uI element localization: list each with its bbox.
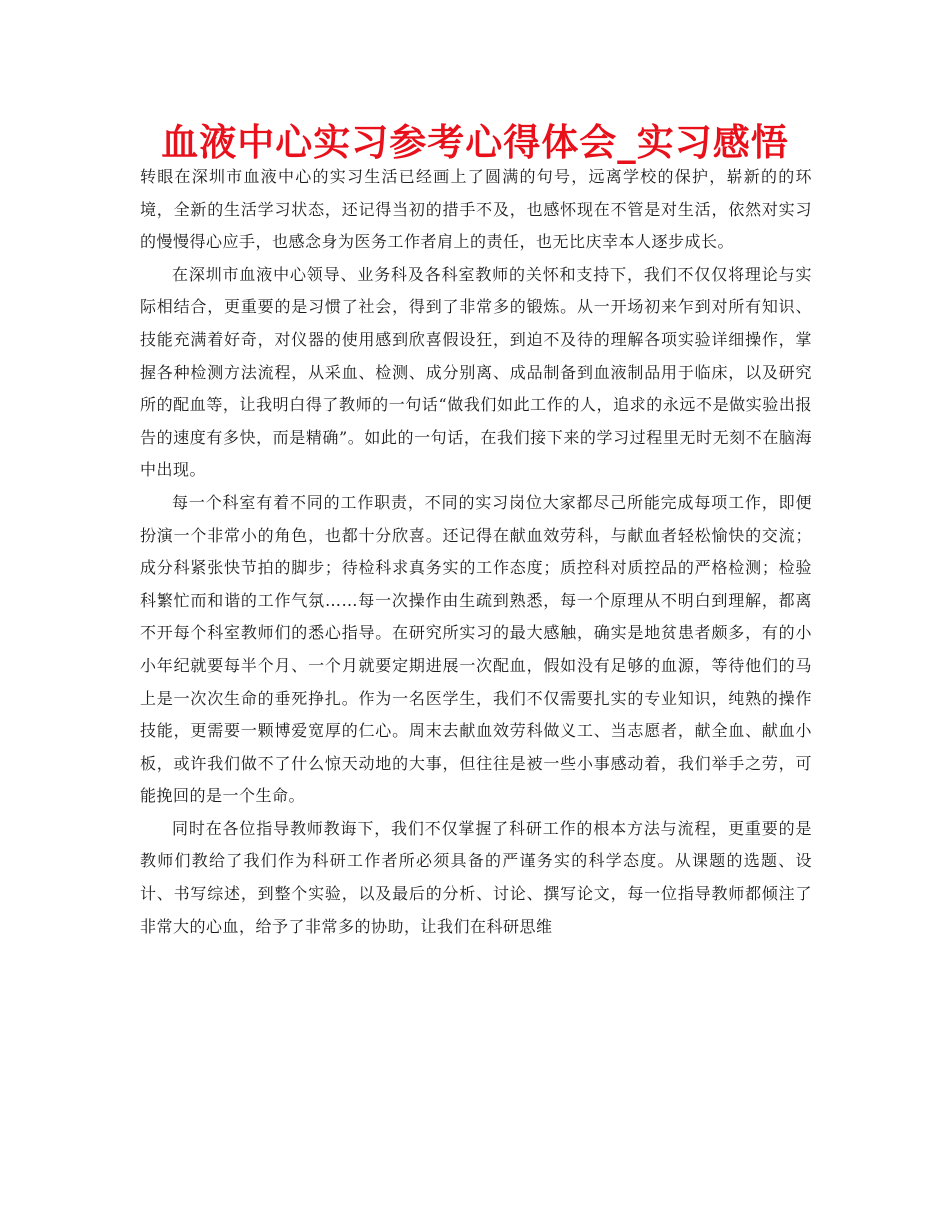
paragraph-3: 每一个科室有着不同的工作职责，不同的实习岗位大家都尽己所能完成每项工作，即便扮演一个非常小的角色，也都十分欣喜。还记得在献血效劳科，与献血者轻松愉快的交流；成分科紧张快节拍的脚步；待检科求真务实的工作态度；质控科对质控品的严格检测；检验科繁忙而和谐的工作气氛……每一次操作由生疏到熟悉，每一个原理从不明白到理解，都离不开每个科室教师们的悉心指导。在研究所实习的最大感触，确实是地贫患者颇多，有的小小年纪就要每半个月、一个月就要定期进展一次配血，假如没有足够的血源，等待他们的马上是一次次生命的垂死挣扎。作为一名医学生，我们不仅需要扎实的专业知识，纯熟的操作技能，更需要一颗博爱宽厚的仁心。周末去献血效劳科做义工、当志愿者，献全血、献血小板，或许我们做不了什么惊天动地的大事，但往往是被一些小事感动着，我们举手之劳，可能挽回的是一个生命。 xyxy=(140,492,812,806)
document-body xyxy=(140,161,812,943)
document-title: 血液中心实习参考心得体会_实习感悟 xyxy=(161,121,789,164)
paragraph-2: 在深圳市血液中心领导、业务科及各科室教师的关怀和支持下，我们不仅仅将理论与实际相结合，更重要的是习惯了社会，得到了非常多的锻炼。从一开场初来乍到对所有知识、技能充满着好奇，对仪器的使用感到欣喜假设狂，到迫不及待的理解各项实验详细操作，掌握各种检测方法流程，从采血、检测、成分别离、成品制备到血液制品用于临床，以及研究所的配血等，让我明白得了教师的一句话“做我们如此工作的人，追求的永远不是做实验出报告的速度有多快，而是精确”。如此的一句话，在我们接下来的学习过程里无时无刻不在脑海中出现。 xyxy=(140,264,812,480)
paragraph-1: 转眼在深圳市血液中心的实习生活已经画上了圆满的句号，远离学校的保护，崭新的的环境，全新的生活学习状态，还记得当初的措手不及，也感怀现在不管是对生活，依然对实习的慢慢得心应手，也感念身为医务工作者肩上的责任，也无比庆幸本人逐步成长。 xyxy=(140,167,812,252)
paragraph-4: 同时在各位指导教师教诲下，我们不仅掌握了科研工作的根本方法与流程，更重要的是教师们教给了我们作为科研工作者所必须具备的严谨务实的科学态度。从课题的选题、设计、书写综述，到整个实验，以及最后的分析、讨论、撰写论文，每一位指导教师都倾注了非常大的心血，给予了非常多的协助，让我们在科研思维 xyxy=(140,818,812,936)
